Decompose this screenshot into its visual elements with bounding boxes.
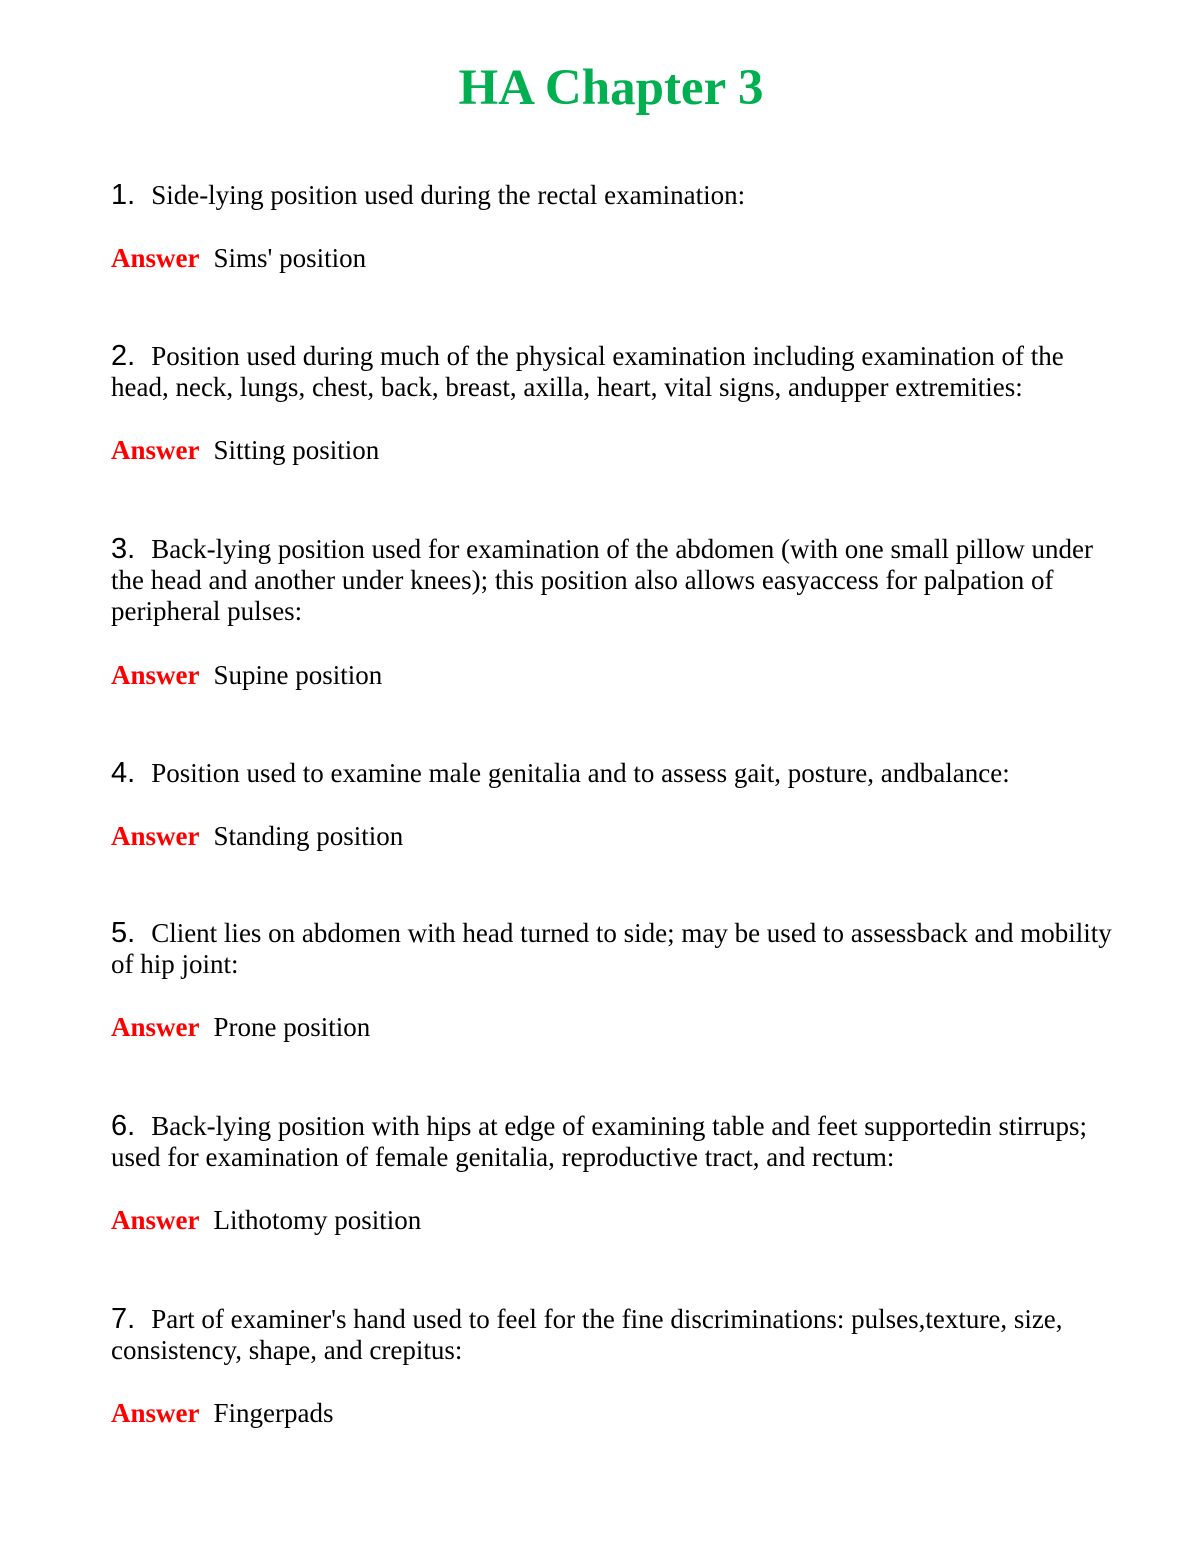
qa-item-4 [111,758,1121,852]
answer-label: Answer [111,243,200,273]
answer-label: Answer [111,660,200,690]
answer-label: Answer [111,1205,200,1235]
page-title: HA Chapter 3 [458,60,764,116]
answer-text: Supine position [213,660,383,690]
qa-item-1 [111,180,1121,274]
question-text: Side-lying position used during the rectal examination: [151,180,746,210]
answer-label: Answer [111,435,200,465]
answer-text: Prone position [213,1012,371,1042]
question-3 [111,534,1121,627]
qa-item-3 [111,534,1121,691]
question-4 [111,758,1121,789]
question-5 [111,918,1121,980]
question-text: Back-lying position used for examination of the abdomen (with one small pillow under the head and another under knees); this position also allows easyaccess for palpation of peripheral pulses: [111,534,1093,626]
answer-text: Sims' position [213,243,367,273]
question-text: Position used during much of the physical examination including examination of the head, neck, lungs, chest, back, breast, axilla, heart, vital signs, andupper extremities: [111,341,1064,402]
answer-5 [111,1012,1121,1043]
question-number: 4. [111,757,136,789]
qa-item-7 [111,1304,1121,1429]
question-1 [111,180,1121,211]
question-number: 5. [111,917,136,949]
question-text: Part of examiner's hand used to feel for the fine discriminations: pulses,texture, size, consistency, shape, and crepitus: [111,1304,1063,1365]
answer-text: Standing position [213,821,404,851]
qa-item-5 [111,918,1121,1043]
answer-label: Answer [111,1012,200,1042]
answer-4 [111,821,1121,852]
answer-text: Fingerpads [213,1398,334,1428]
question-text: Position used to examine male genitalia and to assess gait, posture, andbalance: [151,758,1010,788]
question-number: 3. [111,533,136,565]
question-text: Back-lying position with hips at edge of examining table and feet supportedin stirrups; used for examination of female genitalia, reproductive tract, and rectum: [111,1111,1087,1172]
answer-text: Lithotomy position [213,1205,422,1235]
question-number: 6. [111,1110,136,1142]
qa-item-6 [111,1111,1121,1236]
question-2 [111,341,1121,403]
question-6 [111,1111,1121,1173]
question-7 [111,1304,1121,1366]
answer-text: Sitting position [213,435,380,465]
answer-1 [111,243,1121,274]
answer-label: Answer [111,821,200,851]
question-number: 7. [111,1303,136,1335]
answer-7 [111,1398,1121,1429]
question-text: Client lies on abdomen with head turned to side; may be used to assessback and mobility of hip joint: [111,918,1112,979]
answer-label: Answer [111,1398,200,1428]
answer-6 [111,1205,1121,1236]
qa-item-2 [111,341,1121,466]
question-number: 2. [111,340,136,372]
question-number: 1. [111,179,136,211]
answer-2 [111,435,1121,466]
answer-3 [111,660,1121,691]
